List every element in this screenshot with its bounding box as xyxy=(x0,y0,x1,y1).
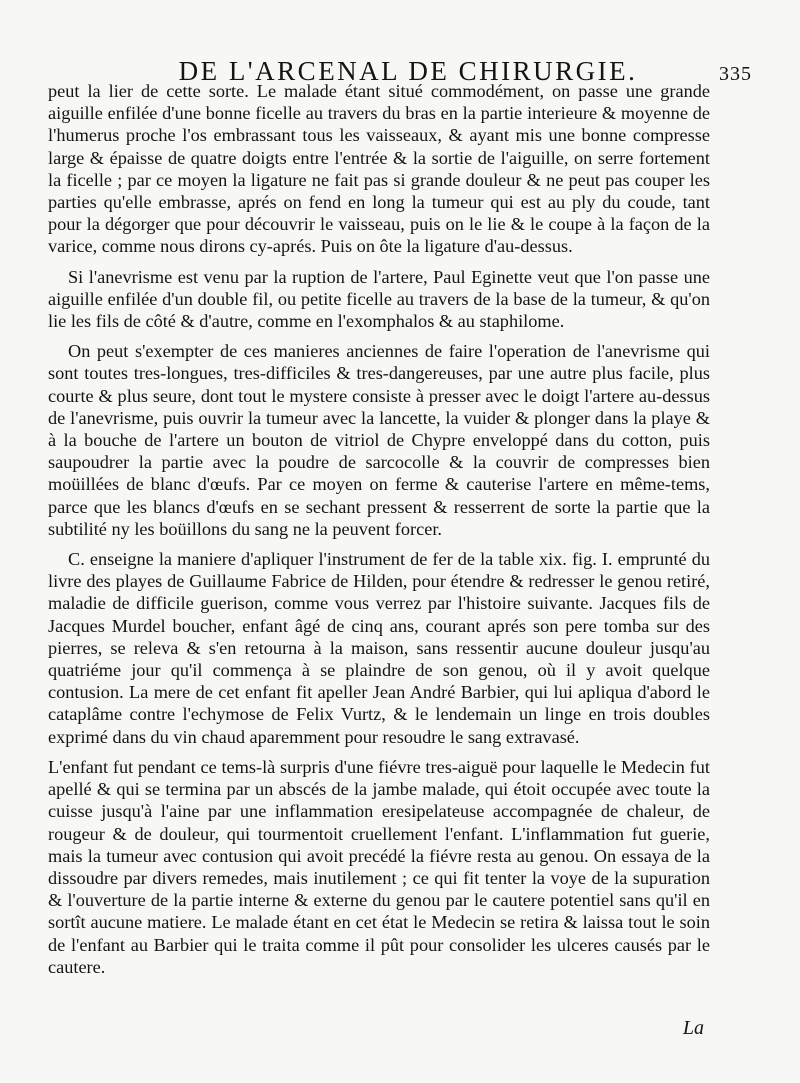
page-number: 335 xyxy=(719,63,752,85)
paragraph-enfant-fievre: L'enfant fut pendant ce tems-là surpris d'une fiévre tres-aiguë pour laquelle le Medecin fut apellé & qui se termina par un abscés de la jambe malade, qui étoit occupée avec toute la cuisse jusqu'à l'aine par une inflammation eresipelateuse accompagnée de chaleur, de rougeur & de douleur, qui tourmentoit cruellement l'enfant. L'inflammation fut guerie, mais la tumeur avec contusion qui avoit precédé la fiévre resta au genou. On essaya de la dissoudre par divers remedes, mais inutilement ; ce qui fit tenter la voye de la supuration & l'ouverture de la partie interne & externe du genou par le cautere potentiel sans qu'il en sortît aucune matiere. Le malade étant en cet état le Medecin se retira & laissa tout le soin de l'enfant au Barbier qui le traita comme il pût pour consolider les ulceres causés par le cautere. xyxy=(48,756,710,977)
paragraph-continuation: peut la lier de cette sorte. Le malade étant situé commodément, on passe une grande aiguille enfilée d'une bonne ficelle au travers du bras en la partie interieure & moyenne de l'humerus proche l'os embrassant tous les vaisseaux, & ayant mis une bonne compresse large & épaisse de quatre doigts entre l'entrée & la sortie de l'aiguille, on serre fortement la ficelle ; par ce moyen la ligature ne fait pas si grande douleur & ne peut pas couper les parties qu'elle embrasse, aprés on fend en long la tumeur qui est au ply du coude, tant pour la dégorger que pour découvrir le vaisseau, puis on le lie & le coupe à la façon de la varice, comme nous dirons cy-aprés. Puis on ôte la ligature d'au-dessus. xyxy=(48,81,710,257)
paragraph-genou-retire: C. enseigne la maniere d'apliquer l'instrument de fer de la table xix. fig. I. emprunté du livre des playes de Guillaume Fabrice de Hilden, pour étendre & redresser le genou retiré, maladie de difficile guerison, comme vous verrez par l'histoire suivante. Jacques fils de Jacques Murdel boucher, enfant âgé de cinq ans, courant aprés son pere tomba sur des pierres, se releva & s'en retourna à la maison, sans ressentir aucune douleur jusqu'au quatriéme jour qu'il commença à se plaindre de son genou, où il y avoit quelque contusion. La mere de cet enfant fit apeller Jean André Barbier, qui lui apliqua d'abord le cataplâme contre l'echymose de Felix Vurtz, & le lendemain un linge en trois doubles exprimé dans du vin chaud aparemment pour resoudre le sang extravasé. xyxy=(48,549,710,747)
running-title: DE L'ARCENAL DE CHIRURGIE. xyxy=(178,56,638,86)
body-text xyxy=(48,80,710,986)
catchword: La xyxy=(682,1017,704,1039)
paragraph-anevrisme-ruption: Si l'anevrisme est venu par la ruption de l'artere, Paul Eginette veut que l'on passe une aiguille enfilée d'un double fil, ou petite ficelle au travers de la base de la tumeur, & qu'on lie les fils de côté & d'autre, comme en l'exomphalos & au staphilome. xyxy=(48,266,710,332)
paragraph-exempter-manieres: On peut s'exempter de ces manieres anciennes de faire l'operation de l'anevrisme qui sont toutes tres-longues, tres-difficiles & tres-dangereuses, par une autre plus facile, plus courte & plus seure, dont tout le mystere consiste à presser avec le doigt l'artere au-dessus de l'anevrisme, puis ouvrir la tumeur avec la lancette, la vuider & plonger dans la playe & à la bouche de l'artere un bouton de vitriol de Chypre enveloppé dans du cotton, puis saupoudrer la partie avec la poudre de sarcocolle & la couvrir de compresses bien moüillées de blanc d'œufs. Par ce moyen on ferme & cauterise l'artere en même-tems, parce que les blancs d'œufs en se sechant pressent & resserrent de sorte la partie que la subtilité ny les boüillons du sang ne la peuvent forcer. xyxy=(48,341,710,539)
